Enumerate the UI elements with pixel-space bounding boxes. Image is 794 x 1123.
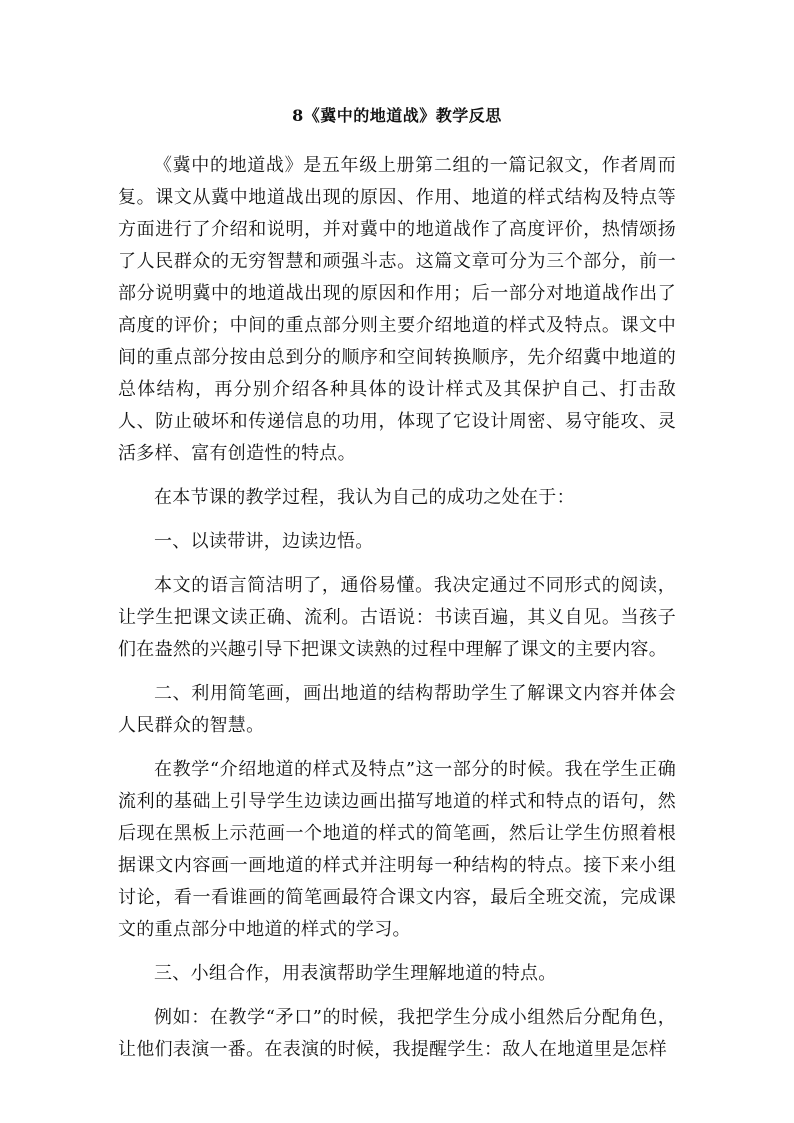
paragraph-point-two: 在教学“介绍地道的样式及特点”这一部分的时候。我在学生正确流利的基础上引导学生边读边画出描写地道的样式和特点的语句，然后现在黑板上示范画一个地道的样式的简笔画，然后让学生仿照着根据课文内容画一画地道的样式并注明每一种结构的特点。接下来小组讨论，看一看谁画的简笔画最符合课文内容，最后全班交流，完成课文的重点部分中地道的样式的学习。: [118, 759, 676, 940]
paragraph-intro: 《冀中的地道战》是五年级上册第二组的一篇记叙文，作者周而复。课文从冀中地道战出现的原因、作用、地道的样式结构及特点等方面进行了介绍和说明，并对冀中的地道战作了高度评价，热情颂扬了人民群众的无穷智慧和顽强斗志。这篇文章可分为三个部分，前一部分说明冀中的地道战出现的原因和作用；后一部分对地道战作出了高度的评价；中间的重点部分则主要介绍地道的样式及特点。课文中间的重点部分按由总到分的顺序和空间转换顺序，先介绍冀中地道的总体结构，再分别介绍各种具体的设计样式及其保护自己、打击敌人、防止破坏和传递信息的功用，体现了它设计周密、易守能攻、灵活多样、富有创造性的特点。: [118, 155, 676, 464]
document-title: 8《冀中的地道战》教学反思: [292, 106, 502, 125]
heading-point-three: 三、小组合作，用表演帮助学生理解地道的特点。: [154, 963, 557, 984]
heading-point-one: 一、以读带讲，边读边悟。: [154, 531, 374, 552]
heading-point-two: 二、利用简笔画，画出地道的结构帮助学生了解课文内容并体会人民群众的智慧。: [118, 683, 676, 736]
paragraph-success-intro: 在本节课的教学过程，我认为自己的成功之处在于：: [154, 487, 575, 508]
paragraph-point-one: 本文的语言简洁明了，通俗易懂。我决定通过不同形式的阅读，让学生把课文读正确、流利。古语说：书读百遍，其义自见。当孩子们在盎然的兴趣引导下把课文读熟的过程中理解了课文的主要内容。: [118, 575, 676, 660]
paragraph-point-three: 例如：在教学“矛口”的时候，我把学生分成小组然后分配角色，让他们表演一番。在表演的时候，我提醒学生：敌人在地道里是怎样: [118, 1007, 676, 1060]
